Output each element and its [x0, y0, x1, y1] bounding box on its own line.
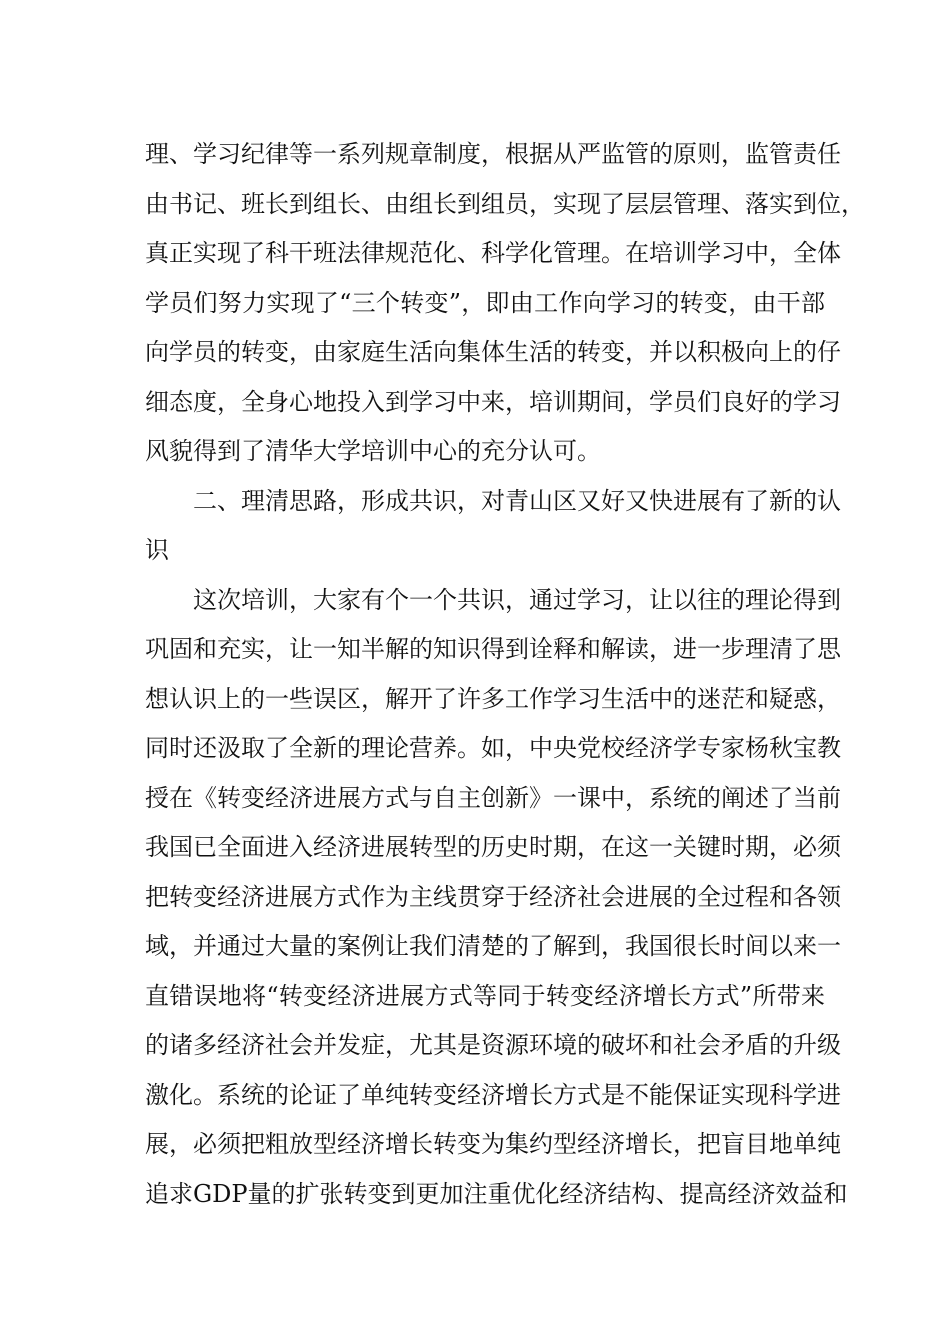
text-line: 直错误地将“转变经济进展方式等同于转变经济增长方式”所带来 [145, 981, 825, 1010]
text-line: 追求GDP量的扩张转变到更加注重优化经济结构、提高经济效益和 [145, 1179, 848, 1208]
section-heading-line: 二、理清思路，形成共识，对青山区又好又快进展有了新的认 [193, 486, 841, 515]
text-line: 学员们努力实现了“三个转变”，即由工作向学习的转变，由干部 [145, 288, 825, 317]
text-line: 由书记、班长到组长、由组长到组员，实现了层层管理、落实到位， [145, 189, 865, 218]
text-line: 理、学习纪律等一系列规章制度，根据从严监管的原则，监管责任 [145, 140, 841, 168]
body-text [145, 130, 865, 1219]
text-line: 激化。系统的论证了单纯转变经济增长方式是不能保证实现科学进 [145, 1080, 841, 1109]
text-line: 授在《转变经济进展方式与自主创新》一课中，系统的阐述了当前 [145, 783, 841, 812]
text-line: 我国已全面进入经济进展转型的历史时期，在这一关键时期，必须 [145, 833, 841, 861]
text-line: 真正实现了科干班法律规范化、科学化管理。在培训学习中，全体 [145, 239, 841, 267]
text-line: 向学员的转变，由家庭生活向集体生活的转变，并以积极向上的仔 [145, 338, 841, 366]
text-line: 这次培训，大家有个一个共识，通过学习，让以往的理论得到 [193, 585, 841, 614]
text-line: 想认识上的一些误区，解开了许多工作学习生活中的迷茫和疑惑， [145, 684, 841, 713]
text-line: 风貌得到了清华大学培训中心的充分认可。 [145, 437, 601, 465]
text-line: 展，必须把粗放型经济增长转变为集约型经济增长，把盲目地单纯 [145, 1130, 841, 1158]
text-line: 域，并通过大量的案例让我们清楚的了解到，我国很长时间以来一 [145, 932, 841, 960]
text-line: 巩固和充实，让一知半解的知识得到诠释和解读，进一步理清了思 [145, 635, 841, 663]
text-line: 把转变经济进展方式作为主线贯穿于经济社会进展的全过程和各领 [145, 882, 841, 911]
text-line: 同时还汲取了全新的理论营养。如，中央党校经济学专家杨秋宝教 [145, 734, 841, 762]
text-line: 的诸多经济社会并发症，尤其是资源环境的破坏和社会矛盾的升级 [145, 1031, 841, 1059]
text-line: 细态度，全身心地投入到学习中来，培训期间，学员们良好的学习 [145, 387, 841, 416]
section-heading-line: 识 [145, 536, 169, 564]
